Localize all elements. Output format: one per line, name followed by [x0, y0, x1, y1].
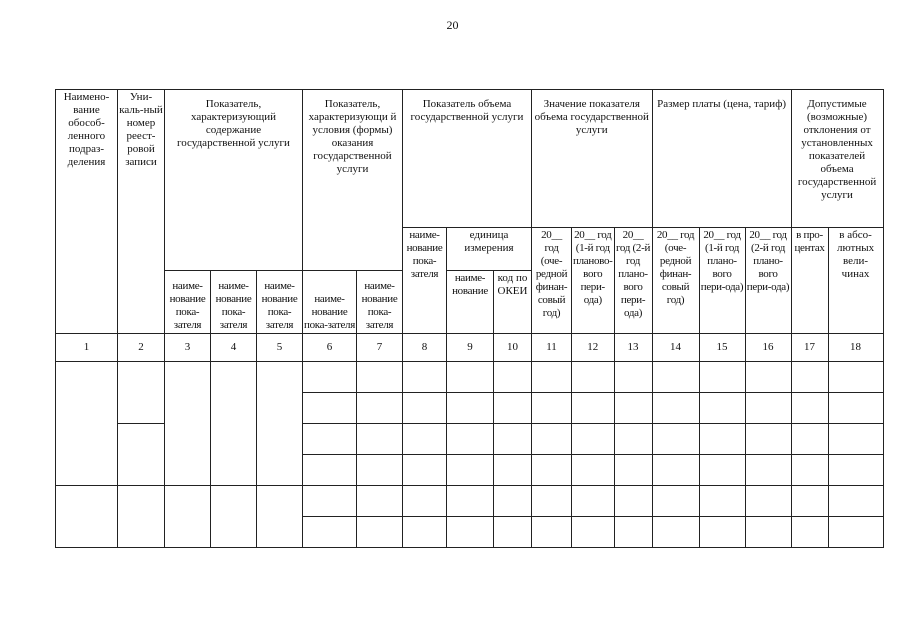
- empty-cell[interactable]: [699, 393, 745, 424]
- empty-cell[interactable]: [403, 362, 447, 393]
- column-number: 3: [165, 334, 211, 362]
- header-conditions-indicator-name-1: наиме-нование пока-зателя: [303, 271, 357, 334]
- header-registry-number: Уни-каль-ный номер реест-ровой записи: [118, 90, 165, 334]
- empty-cell[interactable]: [357, 393, 403, 424]
- empty-cell[interactable]: [447, 517, 494, 548]
- column-number: 2: [118, 334, 165, 362]
- empty-cell[interactable]: [532, 424, 572, 455]
- empty-cell[interactable]: [652, 486, 699, 517]
- empty-cell[interactable]: [614, 486, 652, 517]
- empty-cell[interactable]: [652, 455, 699, 486]
- empty-cell[interactable]: [447, 455, 494, 486]
- empty-cell[interactable]: [447, 486, 494, 517]
- empty-cell[interactable]: [572, 455, 615, 486]
- empty-cell[interactable]: [828, 393, 883, 424]
- empty-cell[interactable]: [791, 517, 828, 548]
- empty-cell[interactable]: [745, 517, 791, 548]
- empty-cell[interactable]: [257, 362, 303, 486]
- state-service-volume-table: [55, 89, 884, 548]
- header-unit-of-measure: единица измерения: [447, 228, 532, 271]
- empty-cell[interactable]: [357, 362, 403, 393]
- empty-cell[interactable]: [303, 362, 357, 393]
- column-number: 15: [699, 334, 745, 362]
- empty-cell[interactable]: [357, 455, 403, 486]
- header-content-indicator-name-2: наиме-нование пока-зателя: [211, 271, 257, 334]
- column-number: 14: [652, 334, 699, 362]
- empty-cell[interactable]: [699, 486, 745, 517]
- header-value-plan-year-1: 20__ год (1-й год планово-вого пери-ода): [572, 228, 615, 334]
- empty-cell[interactable]: [494, 424, 532, 455]
- empty-cell[interactable]: [211, 362, 257, 486]
- empty-cell[interactable]: [652, 362, 699, 393]
- column-number: 1: [56, 334, 118, 362]
- column-number: 4: [211, 334, 257, 362]
- empty-cell[interactable]: [791, 362, 828, 393]
- empty-cell[interactable]: [614, 424, 652, 455]
- empty-cell[interactable]: [791, 455, 828, 486]
- header-deviation-group: Допустимые (возможные) отклонения от установленных показателей объема государственной услуги: [791, 90, 883, 228]
- empty-cell[interactable]: [652, 517, 699, 548]
- empty-cell[interactable]: [165, 486, 211, 548]
- empty-cell[interactable]: [614, 393, 652, 424]
- column-number: 10: [494, 334, 532, 362]
- empty-cell[interactable]: [494, 517, 532, 548]
- empty-cell[interactable]: [572, 393, 615, 424]
- empty-cell[interactable]: [357, 517, 403, 548]
- header-fee-group: Размер платы (цена, тариф): [652, 90, 791, 228]
- header-fee-current-year: 20__ год (оче-редной финан-совый год): [652, 228, 699, 334]
- header-deviation-absolute: в абсо-лютных вели-чинах: [828, 228, 883, 334]
- header-content-indicator-group: Показатель, характеризующий содержание государственной услуги: [165, 90, 303, 271]
- empty-cell[interactable]: [532, 362, 572, 393]
- empty-cell[interactable]: [572, 424, 615, 455]
- column-number: 11: [532, 334, 572, 362]
- empty-cell[interactable]: [494, 486, 532, 517]
- header-conditions-indicator-name-2: наиме-нование пока-зателя: [357, 271, 403, 334]
- empty-cell[interactable]: [745, 362, 791, 393]
- page-number: 20: [446, 18, 459, 32]
- empty-cell[interactable]: [572, 486, 615, 517]
- empty-cell[interactable]: [828, 486, 883, 517]
- empty-cell[interactable]: [118, 486, 165, 548]
- empty-cell[interactable]: [532, 455, 572, 486]
- empty-cell[interactable]: [532, 517, 572, 548]
- column-number: 17: [791, 334, 828, 362]
- empty-cell[interactable]: [828, 424, 883, 455]
- header-volume-value-group: Значение показателя объема государственной услуги: [532, 90, 653, 228]
- empty-cell[interactable]: [257, 486, 303, 548]
- table-row: [56, 486, 884, 517]
- empty-cell[interactable]: [572, 517, 615, 548]
- empty-cell[interactable]: [303, 455, 357, 486]
- empty-cell[interactable]: [699, 424, 745, 455]
- column-number: 9: [447, 334, 494, 362]
- empty-cell[interactable]: [745, 486, 791, 517]
- header-value-plan-year-2: 20__ год (2-й год плано-вого пери-ода): [614, 228, 652, 334]
- empty-cell[interactable]: [614, 517, 652, 548]
- empty-cell[interactable]: [652, 424, 699, 455]
- header-unit-name: наиме-нование: [447, 271, 494, 334]
- empty-cell[interactable]: [118, 424, 165, 486]
- empty-cell[interactable]: [447, 424, 494, 455]
- empty-cell[interactable]: [652, 393, 699, 424]
- empty-cell[interactable]: [118, 362, 165, 424]
- empty-cell[interactable]: [699, 362, 745, 393]
- header-content-indicator-name-1: наиме-нование пока-зателя: [165, 271, 211, 334]
- empty-cell[interactable]: [614, 455, 652, 486]
- empty-cell[interactable]: [699, 517, 745, 548]
- empty-cell[interactable]: [357, 486, 403, 517]
- empty-cell[interactable]: [828, 455, 883, 486]
- empty-cell[interactable]: [403, 424, 447, 455]
- header-fee-plan-year-1: 20__ год (1-й год плано-вого пери-ода): [699, 228, 745, 334]
- column-number: 18: [828, 334, 883, 362]
- empty-cell[interactable]: [303, 517, 357, 548]
- empty-cell[interactable]: [791, 424, 828, 455]
- header-volume-indicator-name: наиме-нование пока-зателя: [403, 228, 447, 334]
- header-deviation-percent: в про-центах: [791, 228, 828, 334]
- column-number: 7: [357, 334, 403, 362]
- empty-cell[interactable]: [403, 486, 447, 517]
- empty-cell[interactable]: [56, 362, 118, 486]
- header-content-indicator-name-3: наиме-нование пока-зателя: [257, 271, 303, 334]
- empty-cell[interactable]: [403, 455, 447, 486]
- empty-cell[interactable]: [745, 393, 791, 424]
- empty-cell[interactable]: [403, 517, 447, 548]
- empty-cell[interactable]: [447, 362, 494, 393]
- header-subdivision-name: Наимено-вание обособ-ленного подраз-деления: [56, 90, 118, 334]
- empty-cell[interactable]: [403, 393, 447, 424]
- column-number: 6: [303, 334, 357, 362]
- empty-cell[interactable]: [572, 362, 615, 393]
- column-number: 8: [403, 334, 447, 362]
- empty-cell[interactable]: [791, 393, 828, 424]
- header-fee-plan-year-2: 20__ год (2-й год плано-вого пери-ода): [745, 228, 791, 334]
- header-okei-code: код по ОКЕИ: [494, 271, 532, 334]
- empty-cell[interactable]: [56, 486, 118, 548]
- empty-cell[interactable]: [357, 424, 403, 455]
- empty-cell[interactable]: [494, 393, 532, 424]
- empty-cell[interactable]: [828, 517, 883, 548]
- empty-cell[interactable]: [532, 393, 572, 424]
- empty-cell[interactable]: [745, 455, 791, 486]
- table-row: [56, 362, 884, 393]
- empty-cell[interactable]: [532, 486, 572, 517]
- empty-cell[interactable]: [614, 362, 652, 393]
- header-value-current-year: 20__ год (оче-редной финан-совый год): [532, 228, 572, 334]
- column-number: 13: [614, 334, 652, 362]
- empty-cell[interactable]: [494, 362, 532, 393]
- empty-cell[interactable]: [447, 393, 494, 424]
- empty-cell[interactable]: [828, 362, 883, 393]
- header-volume-indicator-group: Показатель объема государственной услуги: [403, 90, 532, 228]
- empty-cell[interactable]: [211, 486, 257, 548]
- empty-cell[interactable]: [303, 424, 357, 455]
- column-number: 5: [257, 334, 303, 362]
- header-conditions-indicator-group: Показатель, характеризующи й условия (формы) оказания государственной услуги: [303, 90, 403, 271]
- column-number: 12: [572, 334, 615, 362]
- empty-cell[interactable]: [494, 455, 532, 486]
- empty-cell[interactable]: [165, 362, 211, 486]
- empty-cell[interactable]: [303, 393, 357, 424]
- empty-cell[interactable]: [303, 486, 357, 517]
- empty-cell[interactable]: [745, 424, 791, 455]
- empty-cell[interactable]: [699, 455, 745, 486]
- column-number: 16: [745, 334, 791, 362]
- empty-cell[interactable]: [791, 486, 828, 517]
